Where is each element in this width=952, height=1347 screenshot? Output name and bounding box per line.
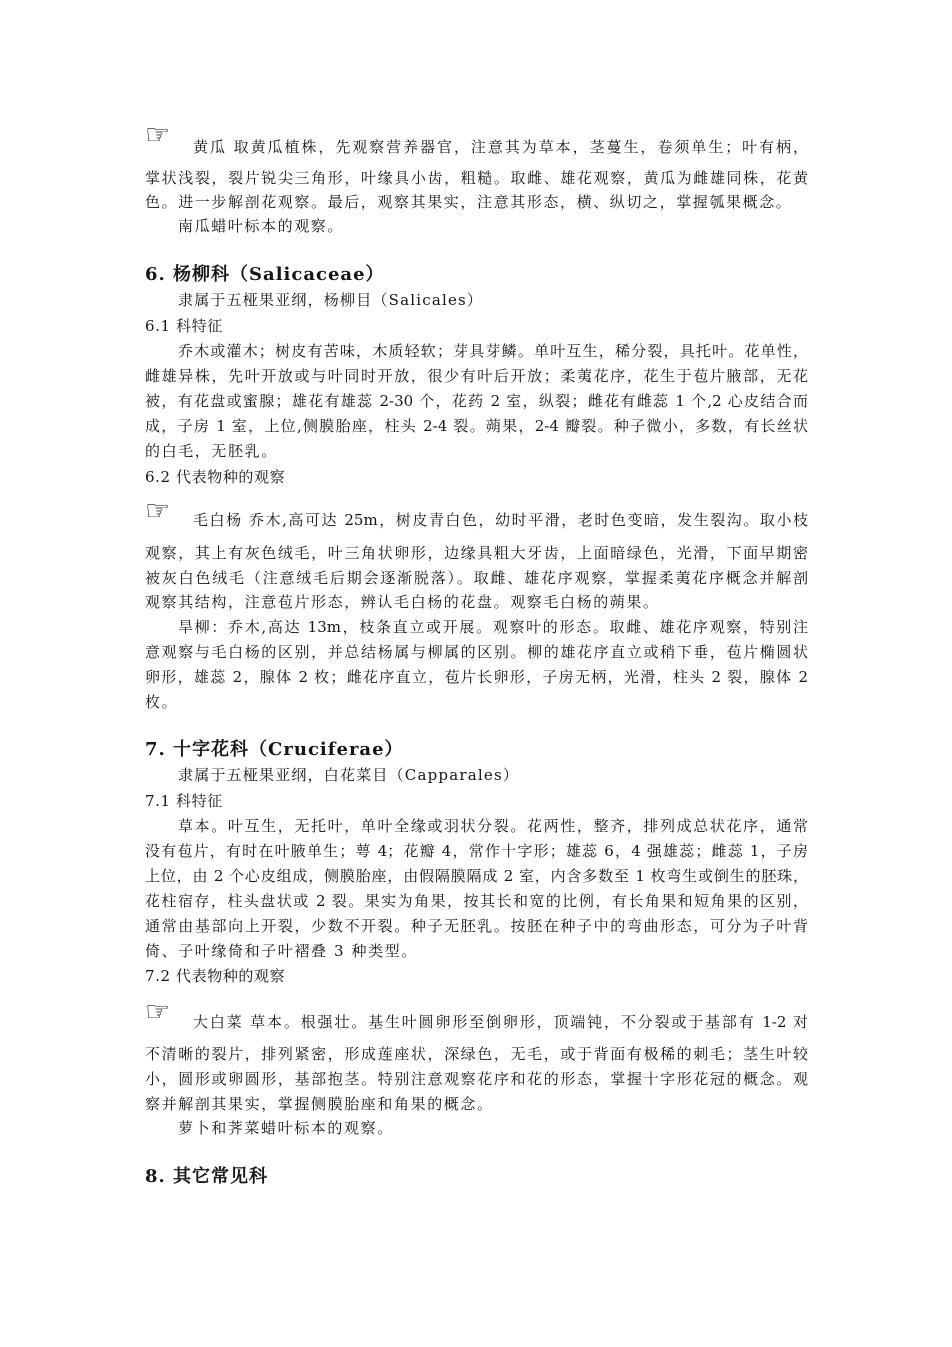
text-line: 成，子房 1 室，上位,侧膜胎座，柱头 2-4 裂。蒴果，2-4 瓣裂。种子微小，多数，有长丝状 [145, 417, 808, 435]
text-line: 倚、子叶缘倚和子叶褶叠 3 种类型。 [145, 942, 418, 960]
text-line: 卵形，雄蕊 2，腺体 2 枚；雌花序直立，苞片长卵形，子房无柄，光滑，柱头 2 裂，腺体 2 [145, 668, 808, 686]
text-line: 草本。叶互生，无托叶，单叶全缘或羽状分裂。花两性，整齐，排列成总状花序，通常 [178, 817, 808, 835]
section-heading: 7. 十字花科（Cruciferae） [145, 739, 404, 760]
text-line: 枚。 [145, 693, 179, 711]
pointing-hand-icon: ☞ [145, 496, 171, 526]
subsection-label: 7.1 科特征 [145, 792, 223, 810]
text-line: 的白毛，无胚乳。 [145, 442, 278, 460]
classification-line: 隶属于五桠果亚纲，白花菜目（Capparales） [178, 766, 520, 784]
text-line: 花柱宿存，柱头盘状或 2 裂。果实为角果，按其长和宽的比例，有长角果和短角果的区别， [145, 892, 808, 910]
text-line: 雌雄异株，先叶开放或与叶同时开放，很少有叶后开放；柔荑花序，花生于苞片腋部，无花 [145, 367, 808, 385]
text-line: 毛白杨 乔木,高可达 25m，树皮青白色，幼时平滑，老时色变暗，发生裂沟。取小枝 [193, 511, 808, 529]
pointing-hand-icon: ☞ [145, 120, 171, 150]
text-line: 乔木或灌木；树皮有苦味，木质轻软；芽具芽鳞。单叶互生，稀分裂，具托叶。花单性， [178, 342, 808, 360]
text-line: 通常由基部向上开裂，少数不开裂。种子无胚乳。按胚在种子中的弯曲形态，可分为子叶背 [145, 917, 808, 935]
text-line: 上位，由 2 个心皮组成，侧膜胎座，由假隔膜隔成 2 室，内含多数至 1 枚弯生或倒生的胚珠， [145, 867, 808, 885]
text-line: 萝卜和荠菜蜡叶标本的观察。 [178, 1119, 394, 1137]
text-line: 色。进一步解剖花观察。最后，观察其果实，注意其形态，横、纵切之，掌握瓠果概念。 [145, 193, 793, 211]
classification-line: 隶属于五桠果亚纲，杨柳目（Salicales） [178, 291, 484, 309]
text-line: 南瓜蜡叶标本的观察。 [178, 217, 345, 235]
subsection-label: 6.2 代表物种的观察 [145, 468, 286, 486]
subsection-label: 6.1 科特征 [145, 317, 223, 335]
text-line: 观察其结构，注意苞片形态，辨认毛白杨的花盘。观察毛白杨的蒴果。 [145, 593, 660, 611]
text-line: 察并解剖其果实，掌握侧膜胎座和角果的概念。 [145, 1095, 494, 1113]
subsection-label: 7.2 代表物种的观察 [145, 967, 286, 985]
text-line: 意观察与毛白杨的区别，并总结杨属与柳属的区别。柳的雄花序直立或稍下垂，苞片椭圆状 [145, 643, 808, 661]
section-heading: 8. 其它常见科 [145, 1166, 269, 1187]
pointing-hand-icon: ☞ [145, 997, 171, 1027]
text-line: 被，有花盘或蜜腺；雄花有雄蕊 2-30 个，花药 2 室，纵裂；雌花有雌蕊 1 个,2 心皮结合而 [145, 392, 808, 410]
text-line: 大白菜 草本。根强壮。基生叶圆卵形至倒卵形，顶端钝，不分裂或于基部有 1-2 对 [193, 1013, 808, 1031]
text-line: 不清晰的裂片，排列紧密，形成莲座状，深绿色，无毛，或于背面有极稀的刺毛；茎生叶较 [145, 1045, 808, 1063]
text-line: 掌状浅裂，裂片锐尖三角形，叶缘具小齿，粗糙。取雌、雄花观察，黄瓜为雌雄同株，花黄 [145, 169, 808, 187]
text-line: 小，圆形或卵圆形，基部抱茎。特别注意观察花序和花的形态，掌握十字形花冠的概念。观 [145, 1070, 808, 1088]
text-line: 观察，其上有灰色绒毛，叶三角状卵形，边缘具粗大牙齿，上面暗绿色，光滑，下面早期密 [145, 544, 808, 562]
text-line: 黄瓜 取黄瓜植株，先观察营养器官，注意其为草本，茎蔓生，卷须单生；叶有柄， [193, 138, 808, 156]
section-heading: 6. 杨柳科（Salicaceae） [145, 264, 385, 285]
text-line: 被灰白色绒毛（注意绒毛后期会逐渐脱落）。取雌、雄花序观察，掌握柔荑花序概念并解剖 [145, 569, 808, 587]
text-line: 没有苞片，有时在叶腋单生；萼 4；花瓣 4，常作十字形；雄蕊 6，4 强雄蕊；雌蕊 1，子房 [145, 842, 808, 860]
text-line: 旱柳：乔木,高达 13m，枝条直立或开展。观察叶的形态。取雌、雄花序观察，特别注 [178, 618, 808, 636]
